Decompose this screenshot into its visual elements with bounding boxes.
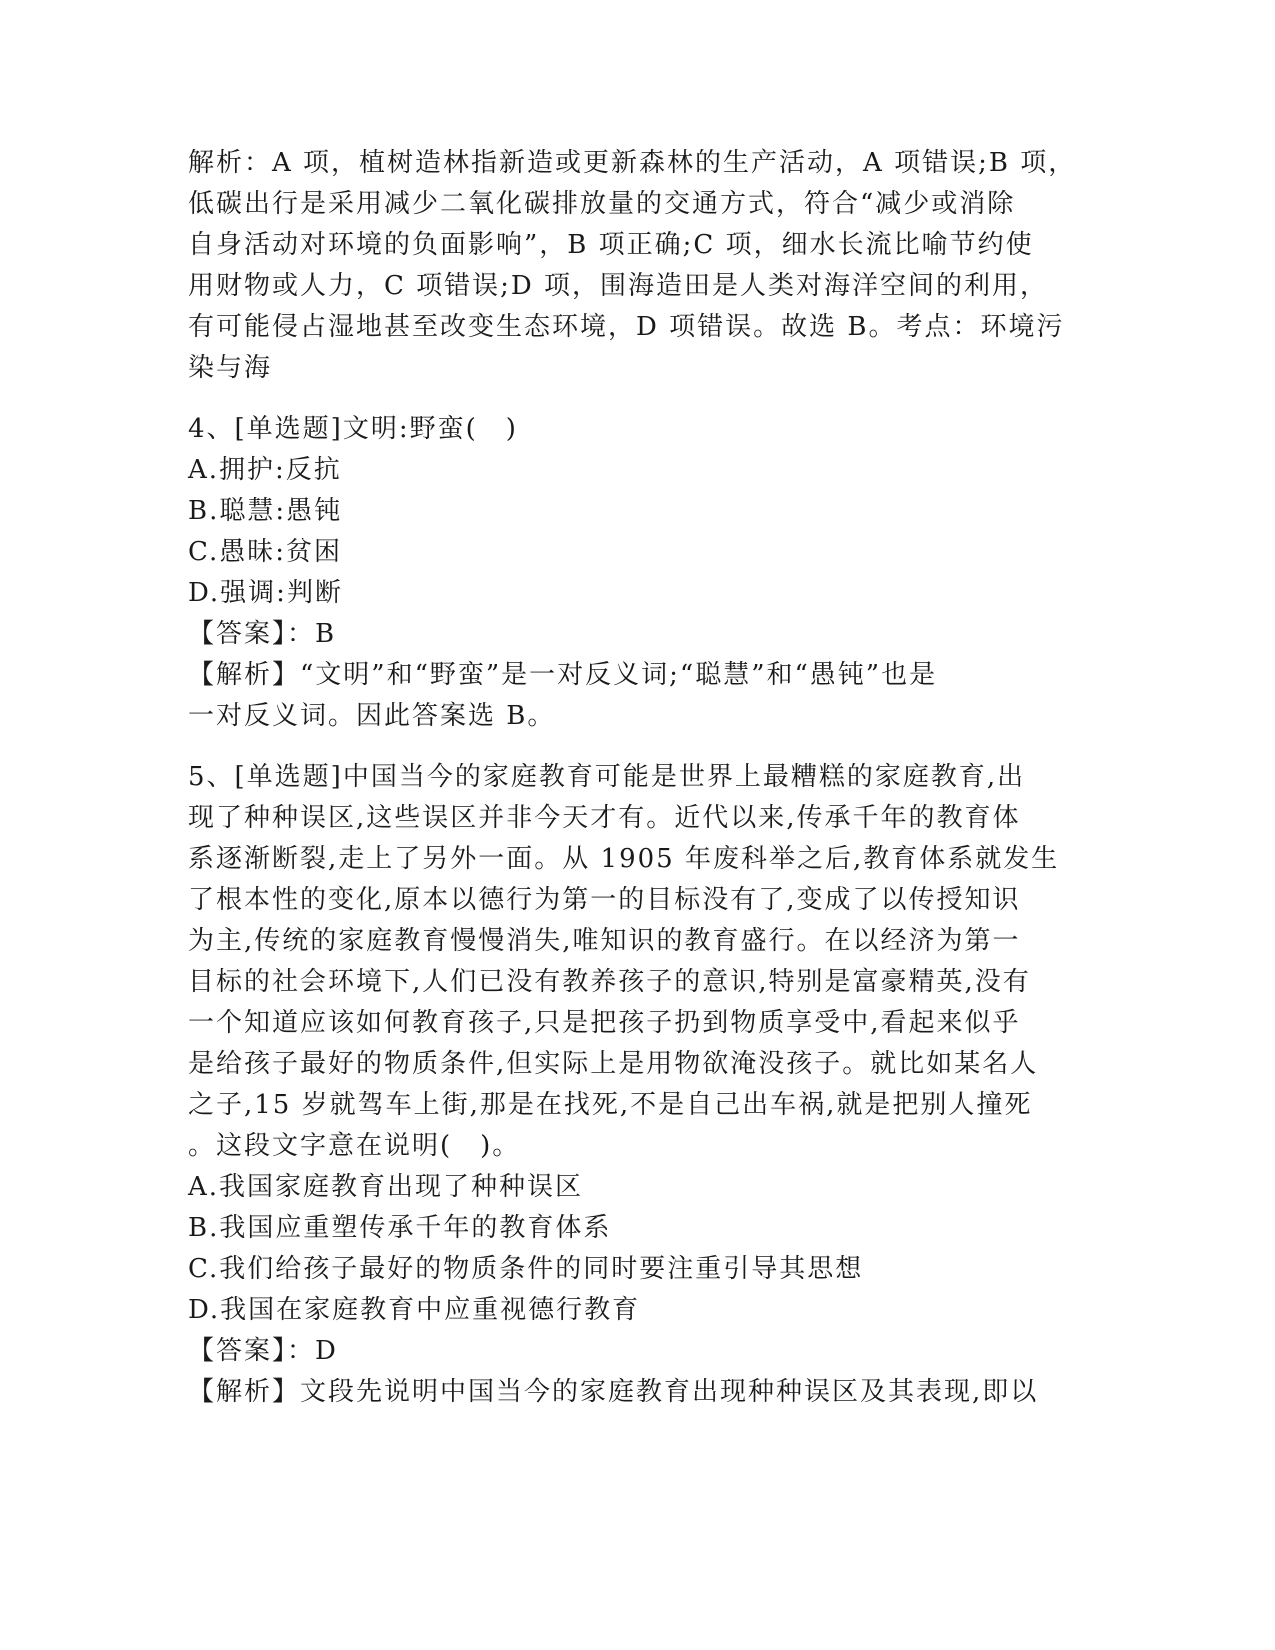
question-4-option-c: C.愚昧:贫困	[188, 537, 342, 567]
analysis-line: 用财物或人力，C 项错误;D 项，围海造田是人类对海洋空间的利用，	[188, 271, 1049, 301]
question-5-stem: 是给孩子最好的物质条件,但实际上是用物欲淹没孩子。就比如某名人	[188, 1049, 1039, 1079]
question-4-option-b: B.聪慧:愚钝	[188, 496, 343, 526]
analysis-line: 有可能侵占湿地甚至改变生态环境，D 项错误。故选 B。考点：环境污	[188, 312, 1065, 342]
question-5-stem: 为主,传统的家庭教育慢慢消失,唯知识的教育盛行。在以经济为第一	[188, 926, 1021, 956]
question-5-stem: 之子,15 岁就驾车上街,那是在找死,不是自己出车祸,就是把别人撞死	[188, 1090, 1033, 1120]
question-5-stem: 系逐渐断裂,走上了另外一面。从 1905 年废科举之后,教育体系就发生	[188, 844, 1060, 874]
question-4-stem: 4、[单选题]文明:野蛮( )	[188, 414, 518, 444]
question-5-answer: 【答案】：D	[188, 1336, 338, 1366]
analysis-line: 自身活动对环境的负面影响”，B 项正确;C 项，细水长流比喻节约使	[188, 230, 1034, 260]
question-5-option-c: C.我们给孩子最好的物质条件的同时要注重引导其思想	[188, 1254, 864, 1284]
question-5-stem: 了根本性的变化,原本以德行为第一的目标没有了,变成了以传授知识	[188, 885, 1021, 915]
question-4-analysis: 一对反义词。因此答案选 B。	[188, 701, 556, 731]
question-5-option-d: D.我国在家庭教育中应重视德行教育	[188, 1295, 641, 1325]
question-5-stem: 现了种种误区,这些误区并非今天才有。近代以来,传承千年的教育体	[188, 803, 1021, 833]
analysis-line: 解析：A 项，植树造林指新造或更新森林的生产活动，A 项错误;B 项，	[188, 148, 1077, 178]
question-5-option-b: B.我国应重塑传承千年的教育体系	[188, 1213, 612, 1243]
question-5-stem: 。这段文字意在说明( )。	[188, 1131, 521, 1161]
question-4-analysis: 【解析】“文明”和“野蛮”是一对反义词;“聪慧”和“愚钝”也是	[188, 660, 938, 690]
question-4-answer: 【答案】：B	[188, 619, 337, 649]
analysis-line: 染与海	[188, 353, 273, 383]
question-4-option-d: D.强调:判断	[188, 578, 343, 608]
question-5-option-a: A.我国家庭教育出现了种种误区	[188, 1172, 584, 1202]
question-5-stem: 目标的社会环境下,人们已没有教养孩子的意识,特别是富豪精英,没有	[188, 967, 1031, 997]
question-5-stem: 5、[单选题]中国当今的家庭教育可能是世界上最糟糕的家庭教育,出	[188, 762, 1026, 792]
question-5-analysis: 【解析】文段先说明中国当今的家庭教育出现种种误区及其表现,即以	[188, 1377, 1039, 1407]
question-4-option-a: A.拥护:反抗	[188, 455, 342, 485]
analysis-line: 低碳出行是采用减少二氧化碳排放量的交通方式，符合“减少或消除	[188, 189, 1016, 219]
question-5-stem: 一个知道应该如何教育孩子,只是把孩子扔到物质享受中,看起来似乎	[188, 1008, 1021, 1038]
